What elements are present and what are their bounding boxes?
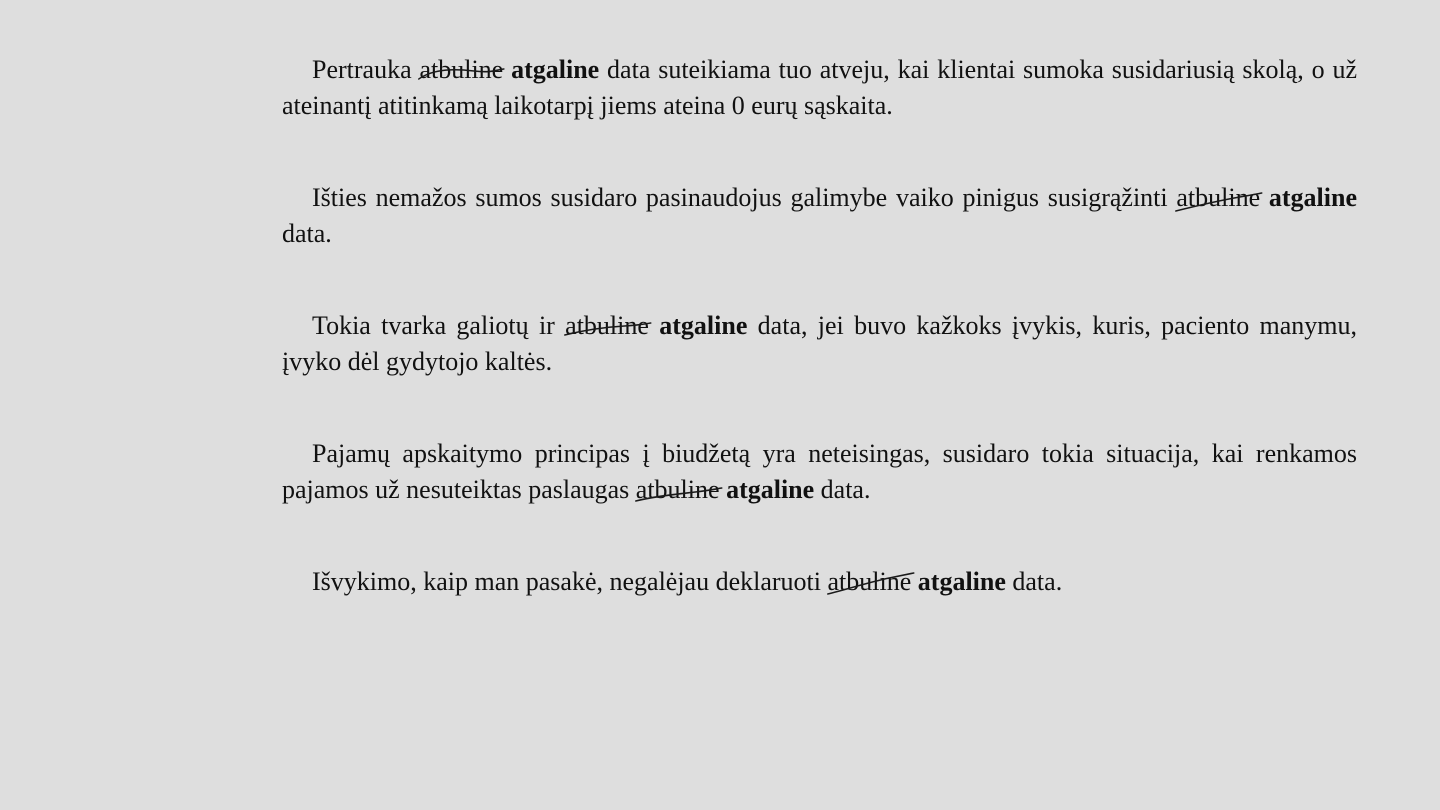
correction-word: atgaline bbox=[917, 567, 1006, 596]
paragraph-text: Pajamų apskaitymo principas į biudžetą yra neteisingas, susidaro tokia situacija, kai renkamos pajamos už nesuteiktas paslaugas bbox=[282, 439, 1357, 504]
paragraph-text: data. bbox=[282, 219, 332, 248]
paragraph-2 bbox=[282, 180, 1357, 252]
correction-word: atgaline bbox=[511, 55, 600, 84]
paragraph-1 bbox=[282, 52, 1357, 124]
paragraph-text: data suteikiama tuo atveju, kai klientai sumoka susidariusią skolą, o už ateinantį atitinkamą laikotarpį jiems ateina 0 eurų sąskaita. bbox=[282, 55, 1358, 120]
struck-word bbox=[636, 472, 720, 508]
struck-word-text: atbuline bbox=[565, 311, 649, 340]
document-body bbox=[282, 52, 1357, 600]
struck-word bbox=[1176, 180, 1260, 216]
paragraph-text: Išvykimo, kaip man pasakė, negalėjau deklaruoti bbox=[312, 567, 828, 596]
paragraph-text: data. bbox=[1005, 567, 1063, 596]
struck-word-text: atbuline bbox=[419, 55, 504, 84]
struck-word-text: atbuline bbox=[827, 567, 912, 596]
paragraph-text: data, jei buvo kažkoks įvykis, kuris, paciento manymu, įvyko dėl gydytojo kaltės. bbox=[282, 311, 1358, 376]
paragraph-text: Tokia tvarka galiotų ir bbox=[312, 311, 566, 340]
struck-word bbox=[565, 308, 649, 344]
paragraph-text: Pertrauka bbox=[312, 55, 420, 84]
struck-word-text: atbuline bbox=[1176, 183, 1261, 212]
struck-word bbox=[419, 52, 503, 88]
struck-word bbox=[828, 564, 912, 600]
paragraph-text: data. bbox=[814, 475, 871, 504]
paragraph-4 bbox=[282, 436, 1357, 508]
struck-word-text: atbuline bbox=[635, 475, 720, 504]
correction-word: atgaline bbox=[1268, 183, 1357, 212]
paragraph-3 bbox=[282, 308, 1357, 380]
correction-word: atgaline bbox=[726, 475, 815, 504]
paragraph-text: Išties nemažos sumos susidaro pasinaudojus galimybe vaiko pinigus susigrąžinti bbox=[312, 183, 1177, 212]
paragraph-5 bbox=[282, 564, 1357, 600]
correction-word: atgaline bbox=[659, 311, 748, 340]
